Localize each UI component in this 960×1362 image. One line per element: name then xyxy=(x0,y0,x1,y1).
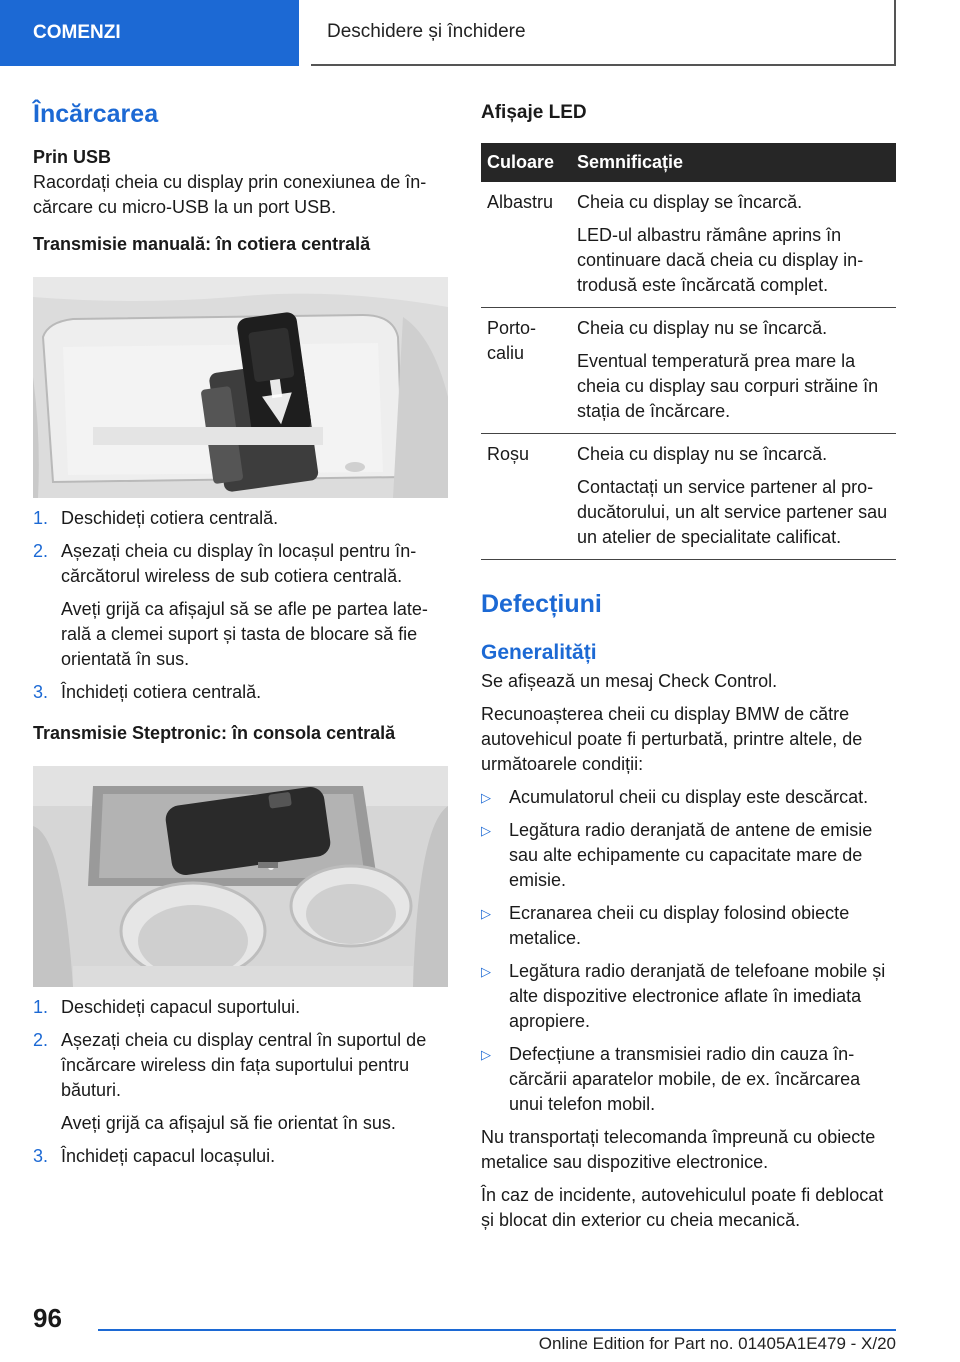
step-text: Deschideți cotiera centrală. xyxy=(61,508,279,528)
table-row xyxy=(481,182,896,308)
list-item xyxy=(481,1042,896,1117)
triangle-bullet-icon: ▷ xyxy=(481,1047,491,1062)
meaning-main: Cheia cu display nu se încarcă. xyxy=(577,318,828,338)
step-note: Aveți grijă ca afișajul să se afle pe partea laterală a clemei suport și tasta de blocare să fie orientată în sus. xyxy=(61,599,428,669)
list-item xyxy=(33,1028,448,1136)
table-row xyxy=(481,434,896,560)
chapter-label: COMENZI xyxy=(33,22,121,43)
step-number: 1. xyxy=(33,997,49,1017)
usb-heading: Prin USB xyxy=(33,147,112,167)
column-header-meaning: Semnificație xyxy=(571,143,896,182)
step-text: Așezați cheia cu display central în suportul de încărcare wireless din fața suportului pentru băuturi. xyxy=(61,1030,427,1100)
topic-label: Deschidere și închidere xyxy=(327,21,526,42)
step-number: 2. xyxy=(33,541,49,561)
triangle-bullet-icon: ▷ xyxy=(481,790,491,805)
led-table xyxy=(481,143,896,560)
step-number: 3. xyxy=(33,1146,49,1166)
meaning-main: Cheia cu display nu se încarcă. xyxy=(577,444,828,464)
paragraph: Se afișează un mesaj Check Control. xyxy=(481,671,778,691)
step-note: Aveți grijă ca afișajul să fie orientat în sus. xyxy=(61,1113,396,1133)
list-item xyxy=(481,959,896,1034)
step-text: Închideți capacul locașului. xyxy=(61,1146,276,1166)
manual-steps-list xyxy=(33,506,448,705)
led-meaning-cell xyxy=(571,434,896,560)
paragraph: Recunoașterea cheii cu display BMW de către autovehicul poate fi perturbată, printre altele, de următoarele condiții: xyxy=(481,704,863,774)
list-item xyxy=(481,901,896,951)
edition-note: Online Edition for Part no. 01405A1E479 - X/20 xyxy=(538,1334,896,1353)
triangle-bullet-icon: ▷ xyxy=(481,906,491,921)
paragraph: În caz de incidente, autovehiculul poate fi deblocat și blocat din exterior cu cheia mecanică. xyxy=(481,1185,884,1230)
led-heading: Afișaje LED xyxy=(481,102,587,123)
bullet-text: Legătura radio deranjată de telefoane mobile și alte dispozitive electronice aflate în imediata apropiere. xyxy=(509,961,886,1031)
usb-text: Racordați cheia cu display prin conexiunea de încărcare cu micro-USB la un port USB. xyxy=(33,172,427,217)
table-header-row xyxy=(481,143,896,182)
step-text: Așezați cheia cu display în locașul pentru încărcătorul wireless de sub cotiera centrală. xyxy=(61,541,417,586)
triangle-bullet-icon: ▷ xyxy=(481,964,491,979)
section-title-defects: Defecțiuni xyxy=(481,590,602,618)
page-number: 96 xyxy=(33,1303,62,1333)
step-text: Deschideți capacul suportului. xyxy=(61,997,301,1017)
bullet-text: Ecranarea cheii cu display folosind obiecte metalice. xyxy=(509,903,850,948)
steptronic-heading: Transmisie Steptronic: în consola centrală xyxy=(33,723,396,743)
step-number: 3. xyxy=(33,682,49,702)
console-charging-photo xyxy=(33,766,448,987)
chapter-tab xyxy=(0,0,299,66)
led-color-cell: Portocaliu xyxy=(481,308,571,434)
bullet-text: Defecțiune a transmisiei radio din cauza încărcării aparatelor mobile, de ex. încărcarea unui telefon mobil. xyxy=(509,1044,861,1114)
led-color-cell: Albastru xyxy=(481,182,571,308)
list-item xyxy=(33,680,448,705)
manual-heading: Transmisie manuală: în cotiera centrală xyxy=(33,234,371,254)
step-number: 2. xyxy=(33,1030,49,1050)
right-column xyxy=(481,100,896,1233)
column-header-color: Culoare xyxy=(481,143,571,182)
steptronic-steps-list xyxy=(33,995,448,1169)
subsection-title-general: Generalități xyxy=(481,641,597,664)
list-item xyxy=(33,1144,448,1169)
conditions-list xyxy=(481,785,896,1117)
table-row xyxy=(481,308,896,434)
meaning-main: Cheia cu display se încarcă. xyxy=(577,192,803,212)
step-text: Închideți cotiera centrală. xyxy=(61,682,262,702)
bullet-text: Acumulatorul cheii cu display este descărcat. xyxy=(509,787,869,807)
list-item xyxy=(33,539,448,672)
section-title-charging: Încărcarea xyxy=(33,100,159,128)
led-color-cell: Roșu xyxy=(481,434,571,560)
triangle-bullet-icon: ▷ xyxy=(481,823,491,838)
meaning-note: LED-ul albastru rămâne aprins în continuare dacă cheia cu display introdusă este încărcată complet. xyxy=(577,225,864,295)
list-item xyxy=(481,785,896,810)
bullet-text: Legătura radio deranjată de antene de emisie sau alte echipamente cu capacitate mare de emisie. xyxy=(509,820,873,890)
armrest-charging-photo xyxy=(33,277,448,498)
list-item xyxy=(33,506,448,531)
list-item xyxy=(33,995,448,1020)
led-meaning-cell xyxy=(571,308,896,434)
left-column xyxy=(33,100,448,1169)
step-number: 1. xyxy=(33,508,49,528)
meaning-note: Eventual temperatură prea mare la cheia cu display sau corpuri străine în stația de încărcare. xyxy=(577,351,879,421)
led-meaning-cell xyxy=(571,182,896,308)
list-item xyxy=(481,818,896,893)
meaning-note: Contactați un service partener al producătorului, un alt service partener sau un atelier de specialitate calificat. xyxy=(577,477,888,547)
paragraph: Nu transportați telecomanda împreună cu obiecte metalice sau dispozitive electronice. xyxy=(481,1127,876,1172)
topic-header xyxy=(311,0,896,66)
footer-divider xyxy=(98,1329,896,1331)
